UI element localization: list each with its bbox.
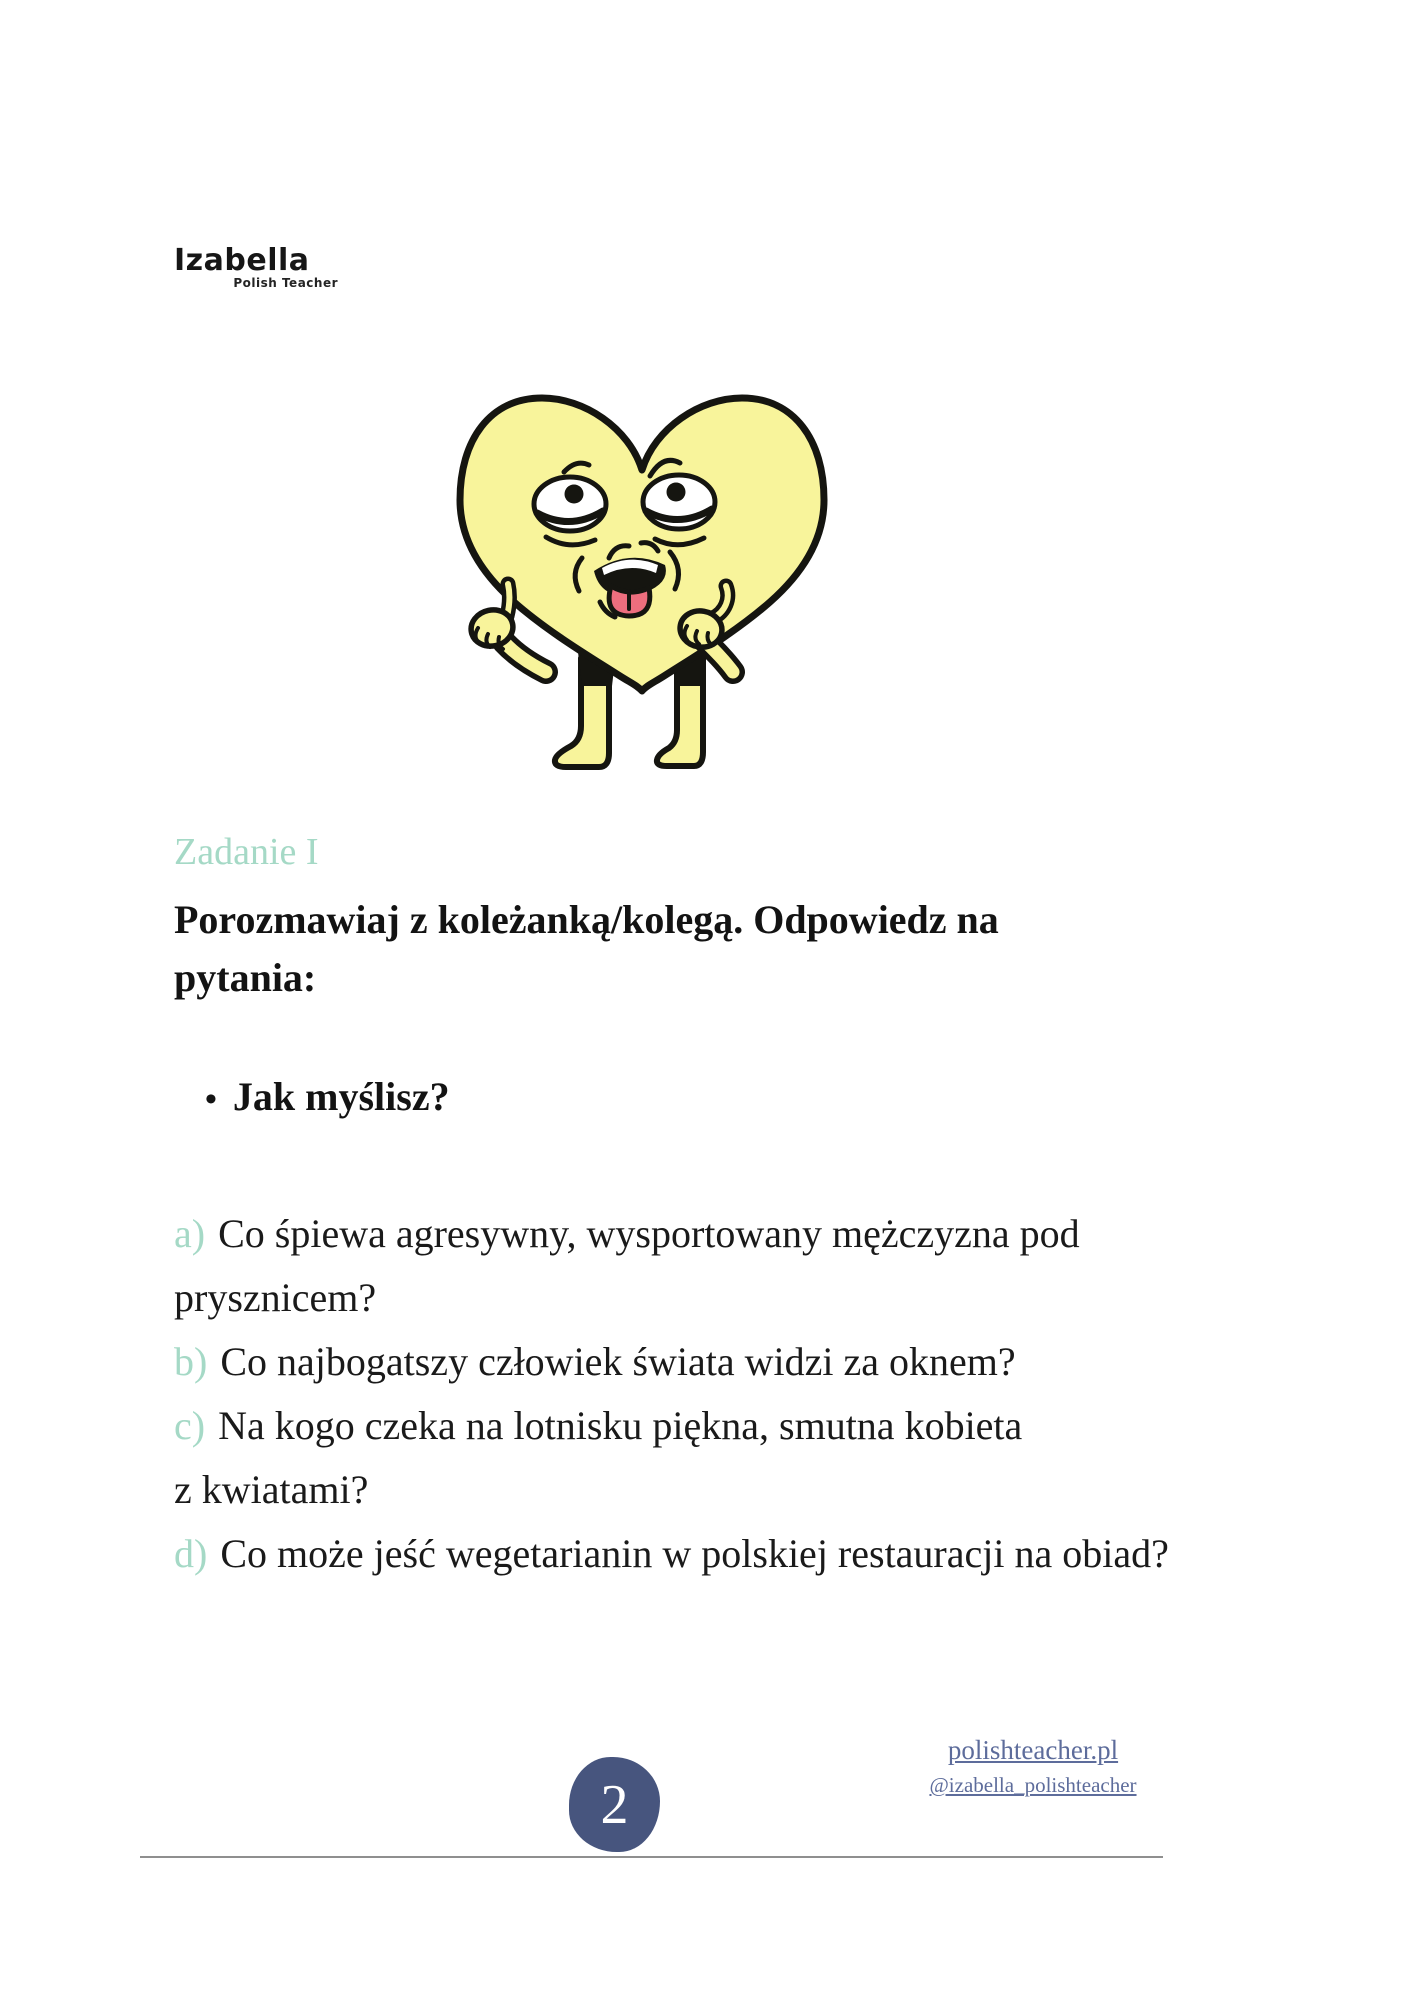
question-text-continued: prysznicem? bbox=[174, 1275, 377, 1320]
question-item-a bbox=[174, 1202, 1284, 1330]
question-letter: b) bbox=[174, 1339, 208, 1384]
instruction-line-1: Porozmawiaj z koleżanką/kolegą. Odpowiedz na bbox=[174, 897, 999, 942]
task-heading: Zadanie I bbox=[174, 831, 319, 873]
question-line bbox=[174, 1394, 1284, 1458]
question-list bbox=[174, 1202, 1284, 1586]
brand-name: Izabella bbox=[174, 243, 310, 278]
silly-heart-illustration bbox=[452, 388, 832, 788]
question-line bbox=[174, 1522, 1284, 1586]
brand-tagline: Polish Teacher bbox=[233, 276, 338, 290]
question-letter: c) bbox=[174, 1403, 206, 1448]
instruction-line-2: pytania: bbox=[174, 955, 317, 1000]
question-line bbox=[174, 1202, 1284, 1266]
bullet-question: Jak myślisz? bbox=[232, 1074, 450, 1119]
question-item-b bbox=[174, 1330, 1284, 1394]
page-number-badge bbox=[569, 1757, 660, 1852]
bullet-item bbox=[205, 1073, 450, 1124]
instagram-link[interactable]: @izabella_polishteacher bbox=[929, 1773, 1137, 1797]
question-line bbox=[174, 1330, 1284, 1394]
question-text: Na kogo czeka na lotnisku piękna, smutna kobieta bbox=[218, 1403, 1023, 1448]
task-instruction bbox=[174, 891, 999, 1007]
question-text: Co najbogatszy człowiek świata widzi za oknem? bbox=[220, 1339, 1016, 1384]
page-number: 2 bbox=[600, 1773, 629, 1836]
question-text: Co może jeść wegetarianin w polskiej restauracji na obiad? bbox=[220, 1531, 1169, 1576]
footer-divider bbox=[140, 1856, 1163, 1858]
question-item-d bbox=[174, 1522, 1284, 1586]
question-letter: a) bbox=[174, 1211, 206, 1256]
bullet-icon: • bbox=[205, 1081, 217, 1118]
question-item-c bbox=[174, 1394, 1284, 1522]
footer-links bbox=[900, 1733, 1166, 1800]
website-link[interactable]: polishteacher.pl bbox=[947, 1735, 1119, 1765]
brand-logo bbox=[174, 243, 338, 290]
question-text-continued: z kwiatami? bbox=[174, 1467, 369, 1512]
question-text: Co śpiewa agresywny, wysportowany mężczyzna pod bbox=[218, 1211, 1080, 1256]
question-letter: d) bbox=[174, 1531, 208, 1576]
